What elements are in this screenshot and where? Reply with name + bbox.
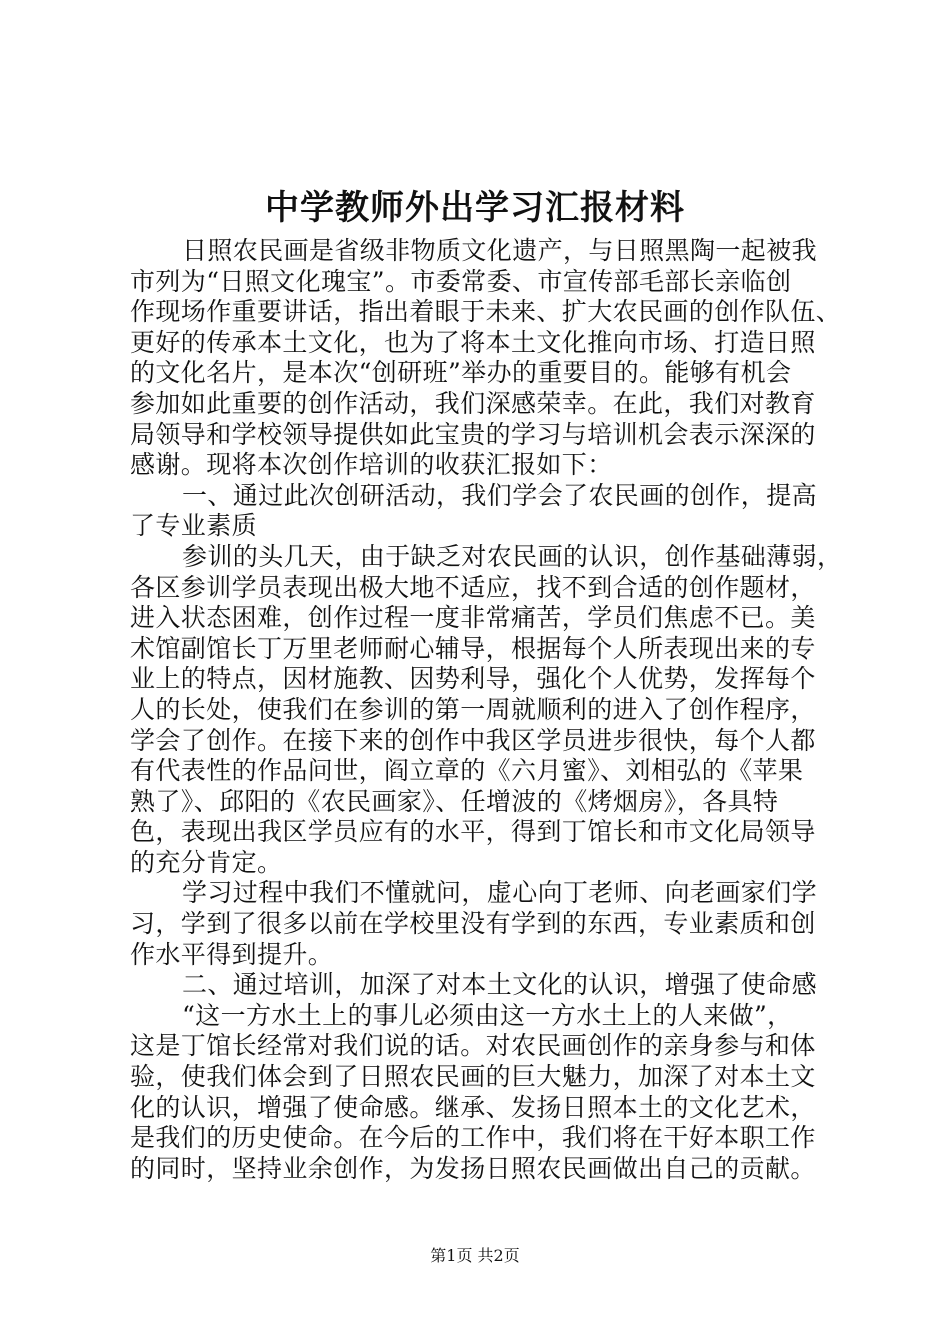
text-line: 进入状态困难，创作过程一度非常痛苦，学员们焦虑不已。美 [130, 603, 816, 633]
text-line: 人的长处，使我们在参训的第一周就顺利的进入了创作程序， [130, 694, 816, 724]
text-line: 市列为“日照文化瑰宝”。市委常委、市宣传部毛部长亲临创 [130, 266, 792, 296]
text-line: 有代表性的作品问世，阎立章的《六月蜜》、刘相弘的《苹果 [130, 756, 804, 786]
text-line: 是我们的历史使命。在今后的工作中，我们将在干好本职工作 [130, 1123, 816, 1153]
section-heading-1: 一、通过此次创研活动，我们学会了农民画的创作，提高 [182, 480, 818, 510]
document-title: 中学教师外出学习汇报材料 [265, 188, 685, 228]
text-line: 的充分肯定。 [130, 847, 283, 877]
text-line: 这是丁馆长经常对我们说的话。对农民画创作的亲身参与和体 [130, 1031, 816, 1061]
text-line: 色，表现出我区学员应有的水平，得到丁馆长和市文化局领导 [130, 817, 816, 847]
text-line: 学会了创作。在接下来的创作中我区学员进步很快，每个人都 [130, 725, 816, 755]
text-line: 局领导和学校领导提供如此宝贵的学习与培训机会表示深深的 [130, 419, 816, 449]
page-number-footer: 第1页 共2页 [430, 1246, 520, 1265]
text-line: 感谢。现将本次创作培训的收获汇报如下： [130, 450, 613, 480]
text-line: 作现场作重要讲话，指出着眼于未来、扩大农民画的创作队伍、 [130, 297, 842, 327]
text-line: 验，使我们体会到了日照农民画的巨大魅力，加深了对本土文 [130, 1062, 816, 1092]
text-line: 参加如此重要的创作活动，我们深感荣幸。在此，我们对教育 [130, 388, 816, 418]
text-line: 习，学到了很多以前在学校里没有学到的东西，专业素质和创 [130, 909, 816, 939]
text-line: 术馆副馆长丁万里老师耐心辅导，根据每个人所表现出来的专 [130, 633, 816, 663]
text-line: 参训的头几天，由于缺乏对农民画的认识，创作基础薄弱， [182, 541, 843, 571]
document-body [130, 236, 843, 1184]
text-line: 熟了》、邱阳的《农民画家》、任增波的《烤烟房》，各具特 [130, 786, 779, 816]
text-line: 化的认识，增强了使命感。继承、发扬日照本土的文化艺术， [130, 1092, 816, 1122]
text-line: 更好的传承本土文化，也为了将本土文化推向市场、打造日照 [130, 327, 816, 357]
text-line: 的文化名片，是本次“创研班”举办的重要目的。能够有机会 [130, 358, 792, 388]
text-line: 业上的特点，因材施教、因势利导，强化个人优势，发挥每个 [130, 664, 816, 694]
text-line: 的同时，坚持业余创作，为发扬日照农民画做出自己的贡献。 [130, 1153, 816, 1183]
text-line: “这一方水土上的事儿必须由这一方水土上的人来做”， [182, 1000, 793, 1030]
text-line: 作水平得到提升。 [130, 939, 334, 969]
text-line: 学习过程中我们不懂就问，虚心向丁老师、向老画家们学 [182, 878, 818, 908]
text-line: 各区参训学员表现出极大地不适应，找不到合适的创作题材， [130, 572, 816, 602]
section-heading-2: 二、通过培训，加深了对本土文化的认识，增强了使命感 [182, 970, 818, 1000]
section-heading-1-cont: 了专业素质 [130, 511, 258, 541]
text-line: 日照农民画是省级非物质文化遗产，与日照黑陶一起被我 [182, 236, 818, 265]
